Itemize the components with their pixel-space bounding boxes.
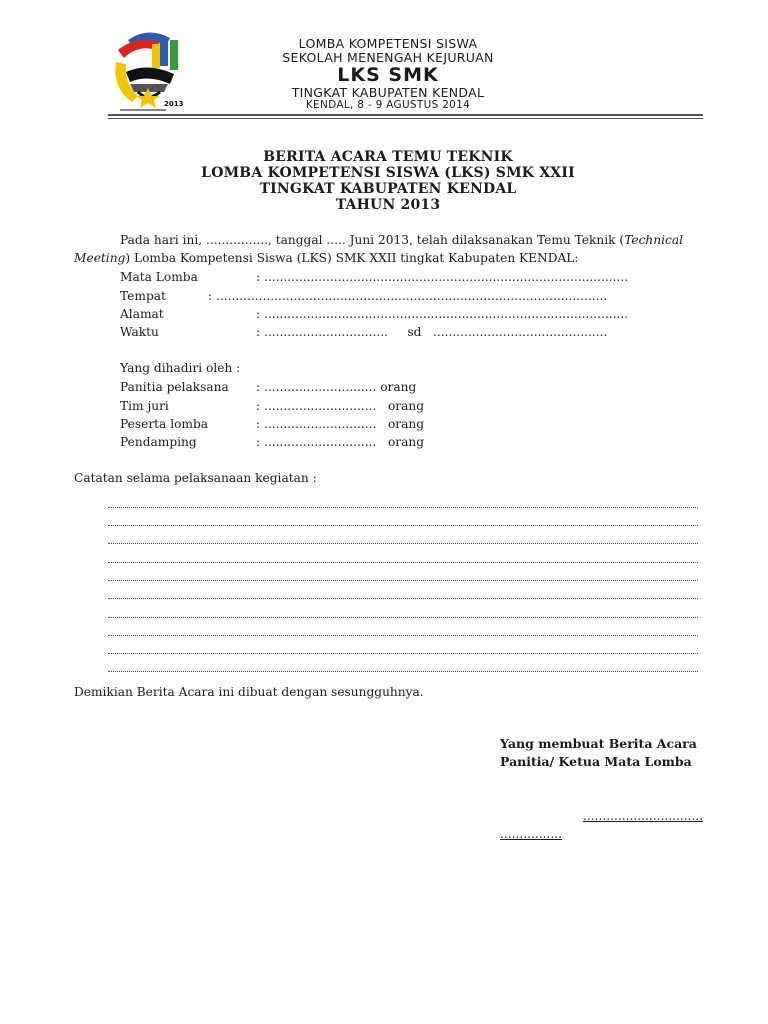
header-rule-thick (108, 114, 703, 116)
attendance-value-peserta[interactable]: : ............................. orang (256, 417, 425, 431)
field-label-waktu: Waktu (120, 325, 159, 339)
header-line-1: LOMBA KOMPETENSI SISWA (298, 36, 478, 51)
doc-title-4: TAHUN 2013 (335, 197, 441, 213)
attendance-value-panitia[interactable]: : ............................. orang (256, 380, 417, 394)
signature-title-1: Yang membuat Berita Acara (500, 736, 697, 751)
notes-line[interactable] (108, 598, 698, 599)
intro-italic-2: Meeting (74, 251, 126, 265)
field-value-waktu[interactable]: : ................................ sd ............................................. (256, 325, 608, 339)
attendance-value-pendamping[interactable]: : ............................. orang (256, 435, 425, 449)
notes-line[interactable] (108, 635, 698, 636)
attendance-label-pendamping: Pendamping (120, 435, 197, 449)
intro-text-1: Pada hari ini, ................, tanggal ..... Juni 2013, telah dilaksanakan Temu Teknik ( (120, 233, 625, 247)
field-value-alamat[interactable]: : .............................................................................................. (256, 307, 629, 321)
doc-title-2: LOMBA KOMPETENSI SISWA (LKS) SMK XXII (201, 165, 575, 181)
header-line-3: LKS SMK (337, 64, 439, 86)
notes-label: Catatan selama pelaksanaan kegiatan : (74, 471, 317, 485)
signature-title-2: Panitia/ Ketua Mata Lomba (500, 754, 692, 769)
intro-line-1 (120, 233, 704, 247)
header-rule-thin (108, 118, 703, 119)
header-line-5: KENDAL, 8 - 9 AGUSTUS 2014 (305, 99, 471, 111)
attendance-label-panitia: Panitia pelaksana (120, 380, 229, 394)
field-label-tempat: Tempat (120, 289, 166, 303)
doc-title-3: TINGKAT KABUPATEN KENDAL (259, 181, 517, 197)
notes-line[interactable] (108, 507, 698, 508)
header-line-2: SEKOLAH MENENGAH KEJURUAN (282, 50, 494, 65)
header-line-4: TINGKAT KABUPATEN KENDAL (291, 85, 485, 100)
attendance-heading: Yang dihadiri oleh : (120, 361, 241, 375)
signature-name-line-1[interactable]: ............................... (583, 809, 704, 823)
attendance-value-juri[interactable]: : ............................. orang (256, 399, 425, 413)
notes-line[interactable] (108, 617, 698, 618)
notes-line[interactable] (108, 671, 698, 672)
notes-line[interactable] (108, 562, 698, 563)
field-value-tempat[interactable]: : ..................................................................................................... (208, 289, 608, 303)
field-label-alamat: Alamat (120, 307, 164, 321)
notes-line[interactable] (108, 543, 698, 544)
field-value-mata-lomba[interactable]: : .............................................................................................. (256, 270, 629, 284)
notes-line[interactable] (108, 525, 698, 526)
intro-line-2 (74, 251, 704, 265)
attendance-label-juri: Tim juri (120, 399, 169, 413)
signature-name-line-2[interactable]: ................ (500, 827, 562, 841)
logo-year: 2013 (164, 100, 184, 108)
doc-title-1: BERITA ACARA TEMU TEKNIK (263, 149, 513, 165)
notes-line[interactable] (108, 653, 698, 654)
field-label-mata-lomba: Mata Lomba (120, 270, 198, 284)
intro-text-2: ) Lomba Kompetensi Siswa (LKS) SMK XXII tingkat Kabupaten KENDAL: (125, 251, 579, 265)
intro-italic-1: Technical (624, 233, 684, 247)
attendance-label-peserta: Peserta lomba (120, 417, 209, 431)
closing-statement: Demikian Berita Acara ini dibuat dengan sesungguhnya. (74, 685, 424, 699)
notes-line[interactable] (108, 580, 698, 581)
